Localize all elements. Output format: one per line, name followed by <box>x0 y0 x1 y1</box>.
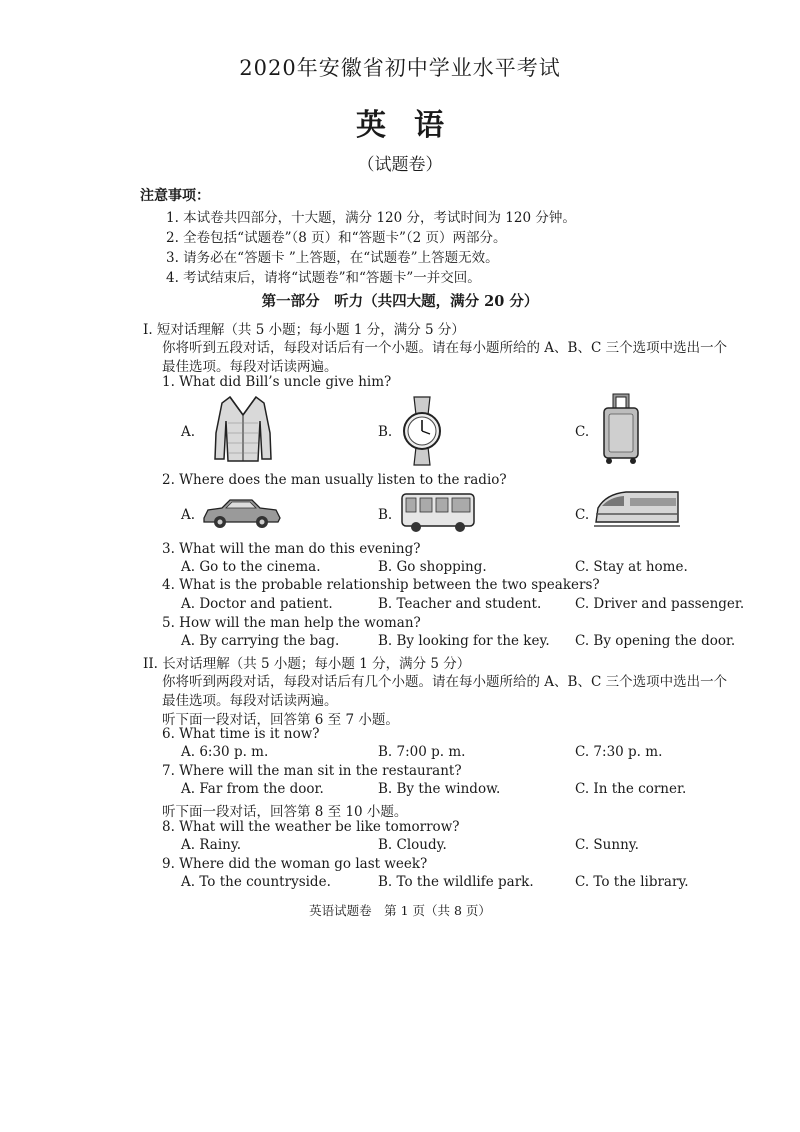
option-label: A. <box>181 507 196 523</box>
option-text: B. 7:00 p. m. <box>378 744 466 760</box>
question-stem: 9. Where did the woman go last week? <box>162 856 428 872</box>
question-stem: 4. What is the probable relationship between the two speakers? <box>162 577 600 593</box>
option-text: B. By looking for the key. <box>378 633 550 649</box>
section-instruction: 你将听到两段对话，每段对话后有几个小题。请在每小题所给的 A、B、C 三个选项中选出一个 <box>162 674 728 690</box>
question-stem: 2. Where does the man usually listen to the radio? <box>162 472 507 488</box>
option-label: B. <box>378 507 393 523</box>
part-heading: 第一部分 听力（共四大题，满分 20 分） <box>261 293 539 310</box>
option-text: B. To the wildlife park. <box>378 874 534 890</box>
exam-title: 2020年安徽省初中学业水平考试 <box>239 56 561 80</box>
note-item: 3. 请务必在“答题卡 ”上答题，在“试题卷”上答题无效。 <box>166 250 499 266</box>
option-text: C. To the library. <box>575 874 689 890</box>
option-text: A. By carrying the bag. <box>181 633 340 649</box>
bus-picture <box>400 490 476 534</box>
option-text: A. Go to the cinema. <box>181 559 321 575</box>
dialog-intro: 听下面一段对话，回答第 8 至 10 小题。 <box>162 804 408 820</box>
watch-picture <box>396 395 448 467</box>
option-label: C. <box>575 424 590 440</box>
car-picture <box>200 496 282 530</box>
option-text: A. To the countryside. <box>181 874 331 890</box>
question-stem: 3. What will the man do this evening? <box>162 541 421 557</box>
subject-title: 英语 <box>356 108 472 143</box>
section-instruction: 最佳选项。每段对话读两遍。 <box>162 359 338 375</box>
option-text: A. Rainy. <box>181 837 241 853</box>
section-heading: II. 长对话理解（共 5 小题；每小题 1 分，满分 5 分） <box>143 656 471 672</box>
option-label: B. <box>378 424 393 440</box>
option-text: C. Driver and passenger. <box>575 596 745 612</box>
option-text: C. Stay at home. <box>575 559 688 575</box>
option-label: A. <box>181 424 196 440</box>
section-instruction: 最佳选项。每段对话读两遍。 <box>162 693 338 709</box>
train-picture <box>592 488 682 530</box>
option-text: B. Teacher and student. <box>378 596 542 612</box>
option-text: A. 6:30 p. m. <box>181 744 269 760</box>
option-text: B. Cloudy. <box>378 837 447 853</box>
note-item: 2. 全卷包括“试题卷”（8 页）和“答题卡”（2 页）两部分。 <box>166 230 507 246</box>
option-text: B. By the window. <box>378 781 501 797</box>
option-text: C. By opening the door. <box>575 633 736 649</box>
question-stem: 8. What will the weather be like tomorrow? <box>162 819 460 835</box>
page-footer: 英语试题卷 第 1 页（共 8 页） <box>309 903 491 918</box>
option-text: C. Sunny. <box>575 837 639 853</box>
option-text: C. 7:30 p. m. <box>575 744 663 760</box>
note-item: 4. 考试结束后，请将“试题卷”和“答题卡”一并交回。 <box>166 270 481 286</box>
question-stem: 6. What time is it now? <box>162 726 320 742</box>
option-text: A. Doctor and patient. <box>181 596 333 612</box>
suitcase-picture <box>600 392 642 466</box>
paper-type: （试题卷） <box>357 155 443 175</box>
note-item: 1. 本试卷共四部分，十大题，满分 120 分，考试时间为 120 分钟。 <box>166 210 576 226</box>
question-stem: 1. What did Bill’s uncle give him? <box>162 374 392 390</box>
option-text: A. Far from the door. <box>181 781 324 797</box>
option-text: C. In the corner. <box>575 781 687 797</box>
option-text: B. Go shopping. <box>378 559 487 575</box>
sweater-picture <box>212 393 274 465</box>
notes-heading: 注意事项： <box>140 188 210 204</box>
dialog-intro: 听下面一段对话，回答第 6 至 7 小题。 <box>162 712 399 728</box>
section-heading: I. 短对话理解（共 5 小题；每小题 1 分，满分 5 分） <box>143 322 465 338</box>
option-label: C. <box>575 507 590 523</box>
question-stem: 5. How will the man help the woman? <box>162 615 421 631</box>
section-instruction: 你将听到五段对话，每段对话后有一个小题。请在每小题所给的 A、B、C 三个选项中选出一个 <box>162 340 728 356</box>
question-stem: 7. Where will the man sit in the restaurant? <box>162 763 462 779</box>
